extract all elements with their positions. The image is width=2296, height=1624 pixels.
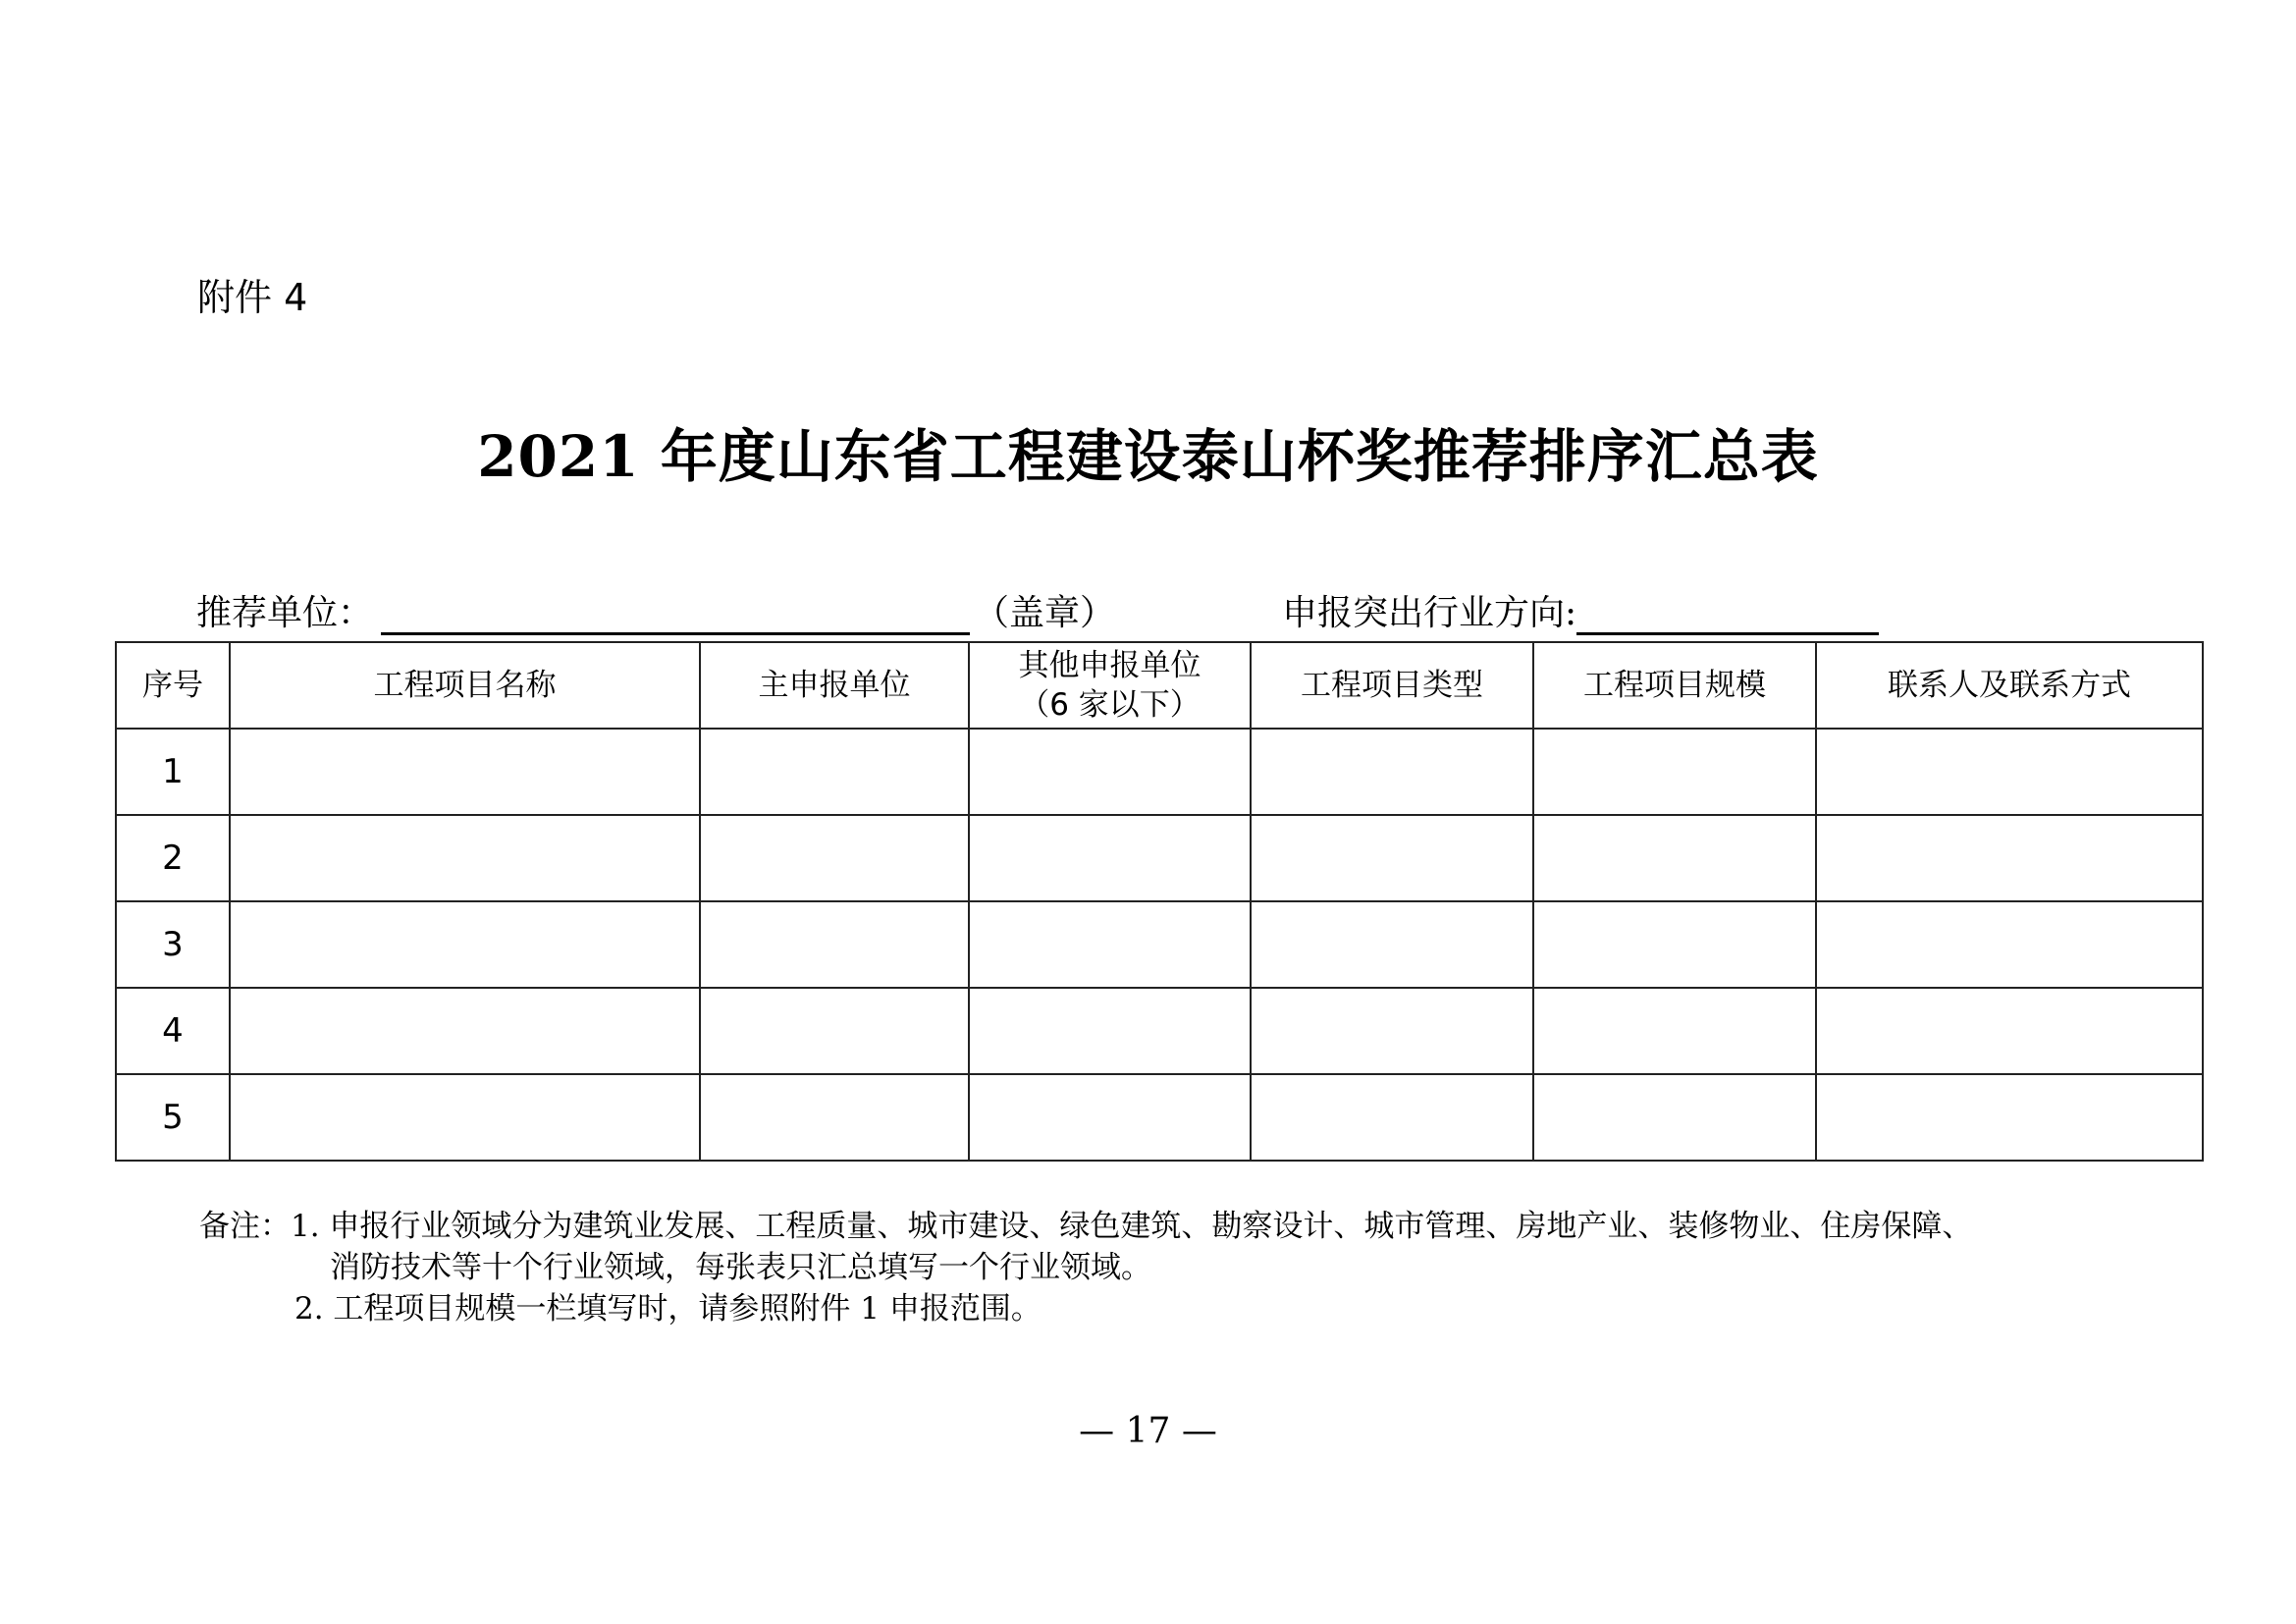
col-header-project-scale: 工程项目规模 [1533, 642, 1816, 729]
industry-direction-label: 申报突出行业方向: [1282, 593, 1577, 633]
project-scale-cell[interactable] [1533, 1074, 1816, 1161]
contact-cell[interactable] [1816, 901, 2203, 988]
table-row [116, 901, 2203, 988]
table-row [116, 1074, 2203, 1161]
main-unit-cell[interactable] [700, 729, 969, 815]
row-number: 2 [116, 815, 230, 901]
other-units-cell[interactable] [969, 729, 1251, 815]
project-type-cell[interactable] [1251, 988, 1533, 1074]
summary-table [115, 641, 2204, 1162]
main-unit-cell[interactable] [700, 815, 969, 901]
main-unit-cell[interactable] [700, 988, 969, 1074]
project-type-cell[interactable] [1251, 815, 1533, 901]
project-scale-cell[interactable] [1533, 815, 1816, 901]
project-type-cell[interactable] [1251, 901, 1533, 988]
page-number: — 17 — [1079, 1411, 1217, 1451]
page-title: 2021 年度山东省工程建设泰山杯奖推荐排序汇总表 [477, 423, 1819, 490]
project-name-cell[interactable] [230, 988, 700, 1074]
note-line-1 [199, 1206, 1972, 1247]
col-header-no: 序号 [116, 642, 230, 729]
contact-cell[interactable] [1816, 1074, 2203, 1161]
table-row [116, 988, 2203, 1074]
attachment-label: 附件 4 [197, 276, 308, 319]
col-header-project-type: 工程项目类型 [1251, 642, 1533, 729]
notes-prefix: 备注： [199, 1209, 291, 1244]
recommend-unit-label: 推荐单位： [196, 593, 374, 633]
table-row [116, 815, 2203, 901]
contact-cell[interactable] [1816, 729, 2203, 815]
row-number: 4 [116, 988, 230, 1074]
project-name-cell[interactable] [230, 1074, 700, 1161]
project-scale-cell[interactable] [1533, 729, 1816, 815]
recommend-unit-field[interactable] [381, 593, 970, 635]
table-row [116, 729, 2203, 815]
other-units-cell[interactable] [969, 1074, 1251, 1161]
row-number: 3 [116, 901, 230, 988]
form-meta-line [196, 585, 1879, 635]
note-item-1-continued: 消防技术等十个行业领域，每张表只汇总填写一个行业领域。 [330, 1250, 1151, 1285]
other-units-cell[interactable] [969, 988, 1251, 1074]
project-scale-cell[interactable] [1533, 901, 1816, 988]
main-unit-cell[interactable] [700, 1074, 969, 1161]
row-number: 5 [116, 1074, 230, 1161]
project-name-cell[interactable] [230, 815, 700, 901]
main-unit-cell[interactable] [700, 901, 969, 988]
col-header-contact: 联系人及联系方式 [1816, 642, 2203, 729]
col-header-project-name: 工程项目名称 [230, 642, 700, 729]
project-name-cell[interactable] [230, 901, 700, 988]
other-units-cell[interactable] [969, 901, 1251, 988]
project-type-cell[interactable] [1251, 729, 1533, 815]
stamp-label: （盖章） [974, 593, 1116, 633]
note-item-2: 2. 工程项目规模一栏填写时，请参照附件 1 申报范围。 [294, 1291, 1041, 1326]
notes-section [199, 1206, 1972, 1329]
project-scale-cell[interactable] [1533, 988, 1816, 1074]
col-header-other-units: 其他申报单位 （6 家以下） [969, 642, 1251, 729]
project-type-cell[interactable] [1251, 1074, 1533, 1161]
other-units-cell[interactable] [969, 815, 1251, 901]
project-name-cell[interactable] [230, 729, 700, 815]
row-number: 1 [116, 729, 230, 815]
note-item-1: 1. 申报行业领域分为建筑业发展、工程质量、城市建设、绿色建筑、勘察设计、城市管理、房地产业、装修物业、住房保障、 [291, 1209, 1973, 1244]
col-header-main-unit: 主申报单位 [700, 642, 969, 729]
contact-cell[interactable] [1816, 815, 2203, 901]
contact-cell[interactable] [1816, 988, 2203, 1074]
table-header-row [116, 642, 2203, 729]
industry-direction-field[interactable] [1576, 593, 1879, 635]
